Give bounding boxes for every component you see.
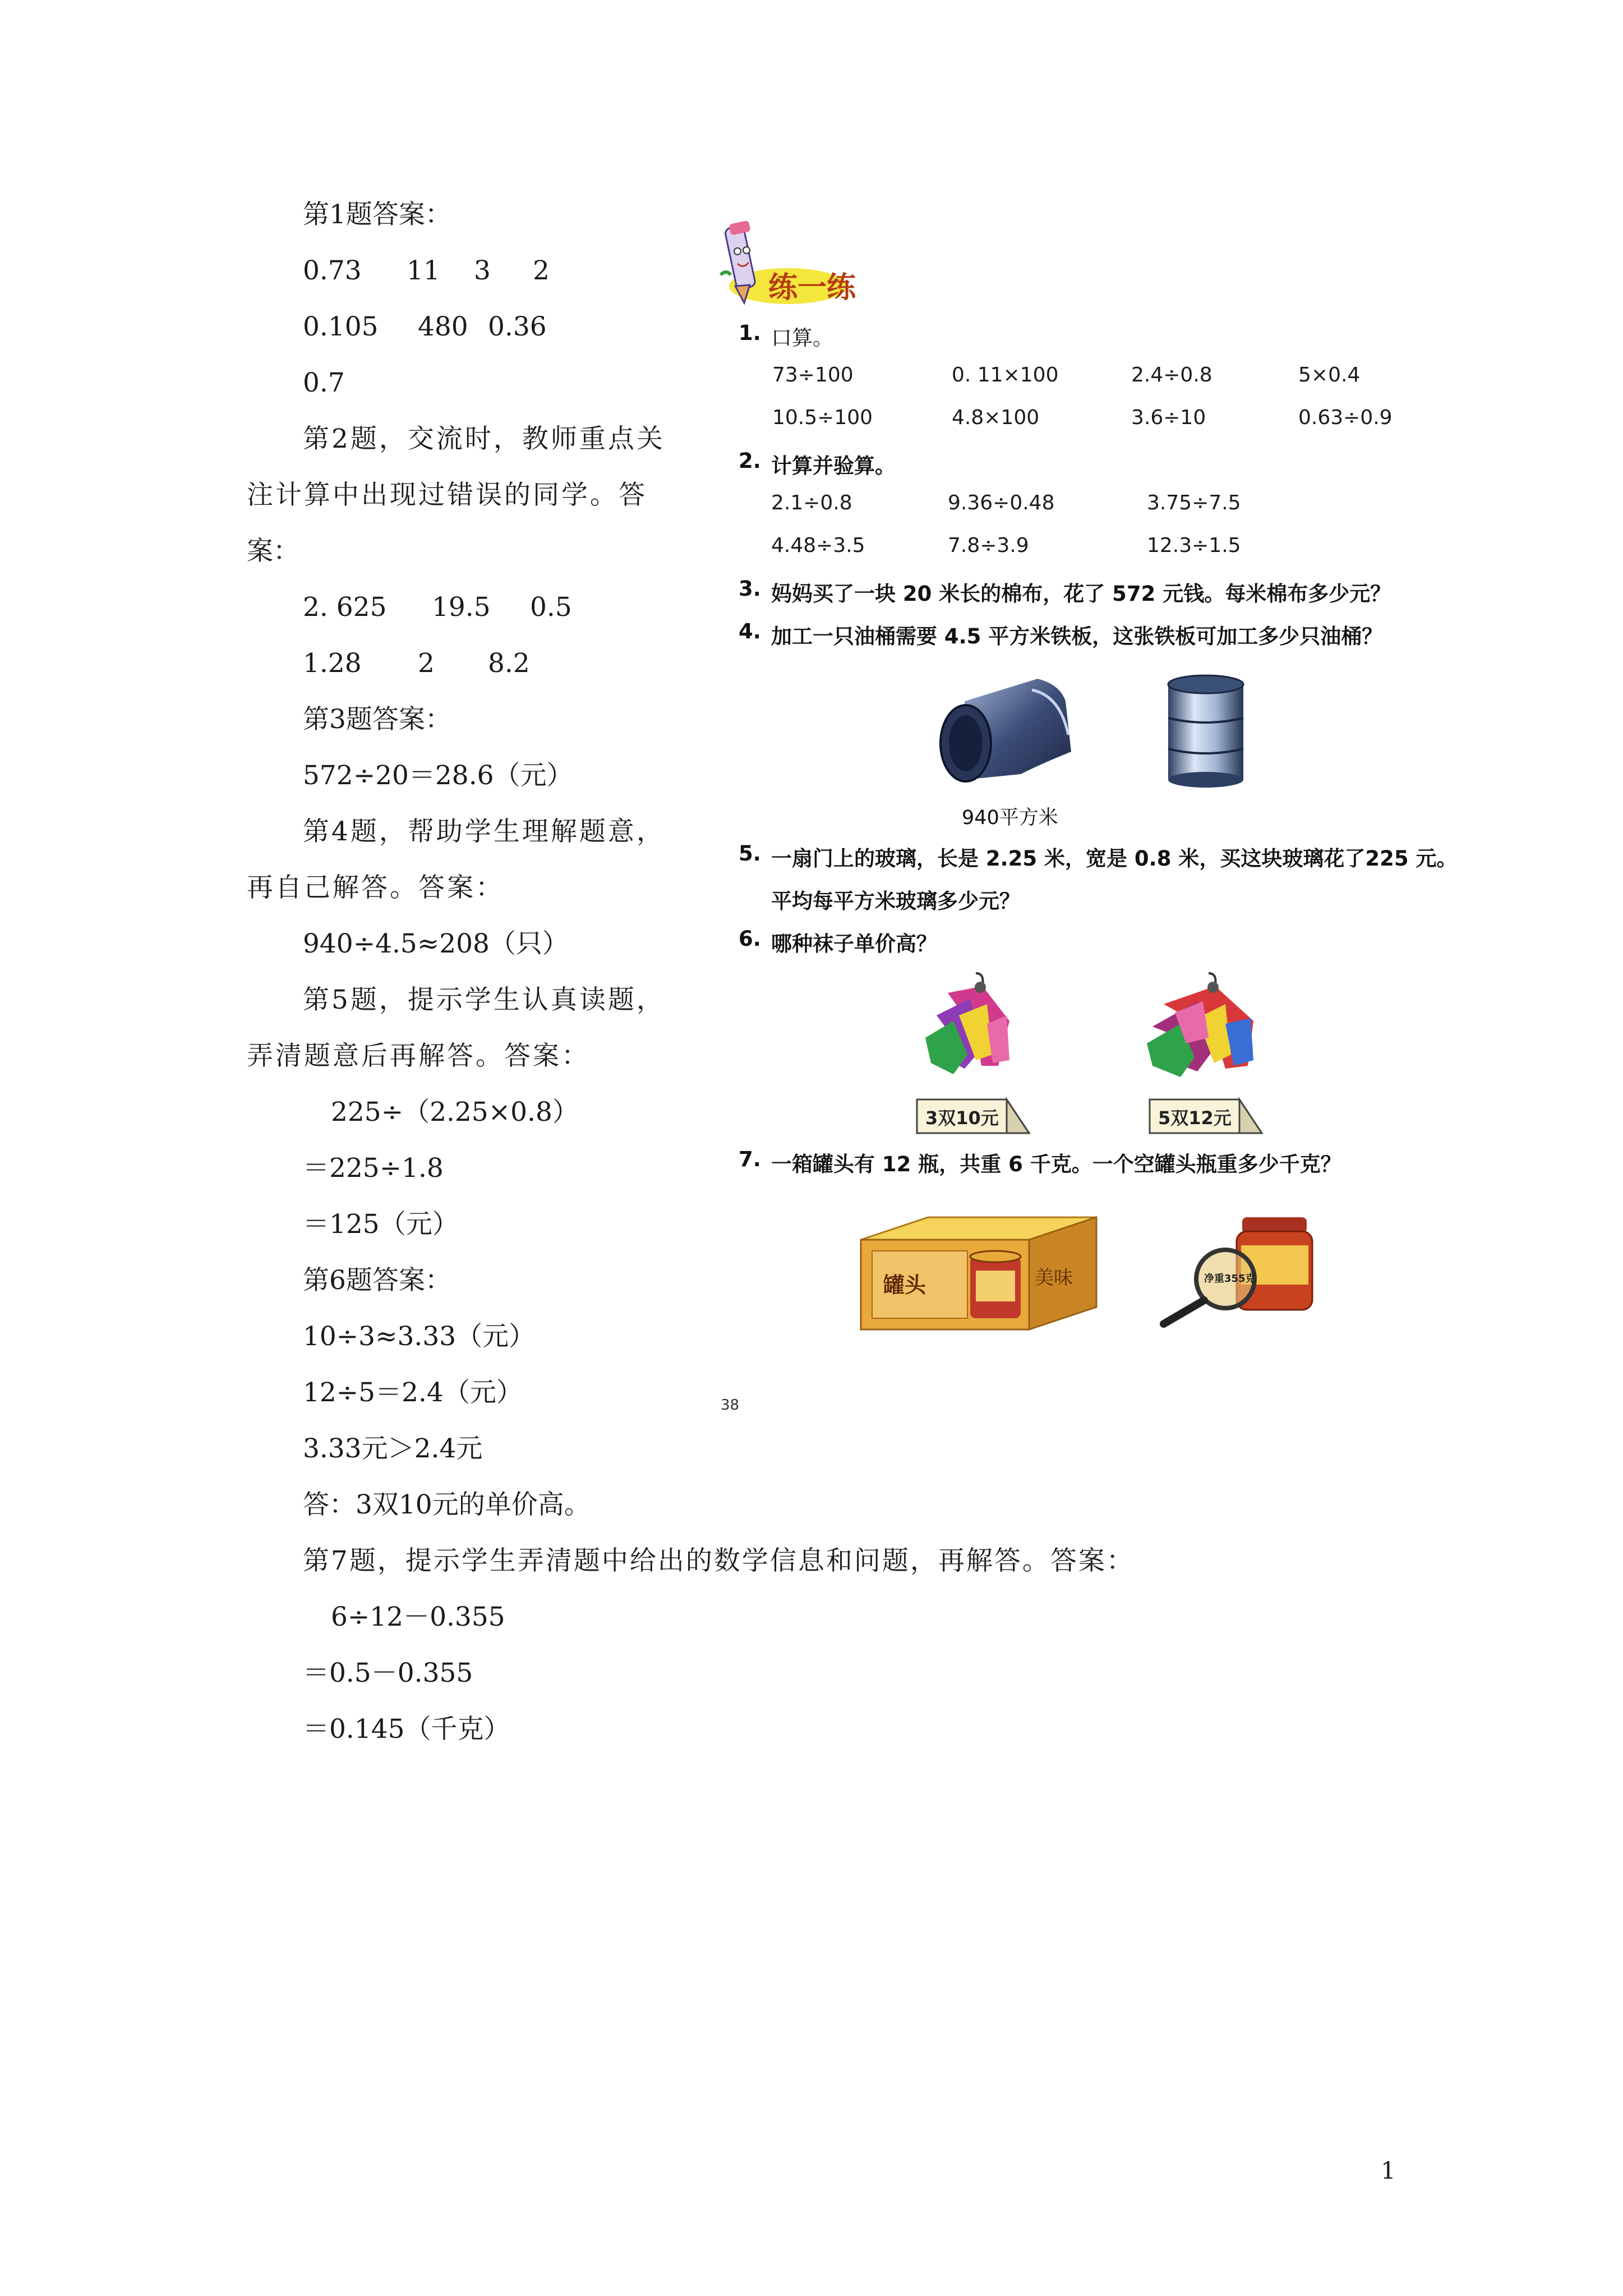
calc-item: 2.1÷0.8 (771, 491, 852, 514)
answer-q5-eq1: 225÷（2.25×0.8） (331, 1097, 579, 1128)
calc-item: 5×0.4 (1298, 364, 1361, 386)
answer-q1-row3: 0.7 (303, 367, 345, 398)
calc-item: 9.36÷0.48 (948, 491, 1055, 514)
answer-q6-eq1: 10÷3≈3.33（元） (303, 1321, 536, 1352)
socks-bundle-illustration (914, 970, 1026, 1083)
banner-title: 练一练 (768, 271, 856, 305)
calc-item: 10.5÷100 (772, 406, 873, 429)
question-number: 5. (739, 841, 761, 866)
answer-value: 0.5 (530, 592, 572, 623)
answer-q2-row2 (303, 647, 617, 680)
answer-q7-line1: 第7题，提示学生弄清题中给出的数学信息和问题，再解答。答案： (303, 1545, 1135, 1576)
question-text: 加工一只油桶需要 4.5 平方米铁板，这张铁板可加工多少只油桶？ (771, 624, 1383, 648)
answer-q5-eq2: ＝225÷1.8 (303, 1153, 444, 1184)
answer-q2-line1: 第2题，交流时，教师重点关 (303, 424, 665, 454)
answer-q5-line2: 弄清题意后再解答。答案： (247, 1041, 590, 1071)
calc-item: 4.48÷3.5 (771, 534, 865, 557)
answer-value: 480 (418, 311, 468, 342)
answer-q5-line1: 第5题，提示学生认真读题， (303, 984, 665, 1015)
answer-q1-row2 (303, 310, 583, 344)
answer-q7-eq1: 6÷12－0.355 (331, 1602, 505, 1632)
answer-value: 2 (533, 255, 550, 286)
textbook-page-number: 38 (721, 1397, 740, 1414)
answer-q6-eq2: 12÷5＝2.4（元） (303, 1377, 523, 1408)
calc-item: 3.75÷7.5 (1147, 491, 1241, 514)
calc-item: 2.4÷0.8 (1131, 364, 1212, 386)
answer-value: 8.2 (488, 648, 530, 679)
calc-item: 12.3÷1.5 (1147, 534, 1241, 557)
iron-sheet-roll-illustration (931, 668, 1077, 791)
question-number: 1. (739, 321, 761, 345)
oil-drum-illustration (1164, 673, 1248, 791)
answer-q6-conclusion: 答：3双10元的单价高。 (303, 1489, 591, 1520)
price-tag-label: 3双10元 (925, 1107, 999, 1129)
answer-q6-title: 第6题答案： (303, 1265, 451, 1296)
question-number: 4. (739, 619, 761, 643)
calc-item: 4.8×100 (952, 406, 1040, 429)
answer-q1-title: 第1题答案： (303, 199, 451, 230)
box-label-text: 美味 (1035, 1267, 1073, 1289)
jar-label-text: 净重355克 (1204, 1273, 1256, 1285)
question-text: 妈妈买了一块 20 米长的棉布，花了 572 元钱。每米棉布多少元？ (771, 582, 1391, 606)
answer-value: 19.5 (432, 592, 491, 623)
answer-value: 3 (474, 255, 491, 286)
answer-value: 0.105 (303, 311, 379, 342)
answer-q5-eq3: ＝125（元） (303, 1209, 459, 1240)
answer-q3-equation: 572÷20＝28.6（元） (303, 760, 573, 791)
question-number: 2. (739, 449, 761, 473)
answer-q2-row1 (303, 591, 617, 624)
answer-value: 2. 625 (303, 592, 387, 623)
answer-q3-title: 第3题答案： (303, 704, 451, 735)
question-text: 一扇门上的玻璃，长是 2.25 米，宽是 0.8 米，买这块玻璃花了225 元。 (771, 846, 1458, 871)
page-number: 1 (1381, 2157, 1396, 2184)
question-text: 哪种袜子单价高？ (771, 932, 937, 956)
answer-q4-equation: 940÷4.5≈208（只） (303, 928, 569, 959)
question-number: 3. (739, 577, 761, 601)
image-caption: 940平方米 (962, 807, 1058, 829)
textbook-excerpt (715, 219, 1500, 1419)
answer-q2-line3: 案： (247, 536, 299, 567)
answer-q2-line2: 注计算中出现过错误的同学。答 (247, 480, 647, 510)
price-tag-label: 5双12元 (1158, 1107, 1232, 1129)
answer-q4-line1: 第4题，帮助学生理解题意， (303, 816, 665, 847)
answer-value: 1.28 (303, 648, 362, 679)
answer-q6-eq3: 3.33元＞2.4元 (303, 1433, 483, 1464)
calc-item: 0.63÷0.9 (1298, 406, 1393, 429)
answer-value: 0.36 (488, 311, 547, 342)
question-text: 一箱罐头有 12 瓶，共重 6 千克。一个空罐头瓶重多少千克？ (771, 1152, 1341, 1176)
calc-item: 0. 11×100 (952, 364, 1059, 386)
answer-q7-eq2: ＝0.5－0.355 (303, 1658, 473, 1688)
calc-item: 3.6÷10 (1131, 406, 1206, 429)
question-text: 平均每平方米玻璃多少元？ (771, 889, 1020, 913)
calc-item: 73÷100 (772, 364, 854, 386)
question-number: 7. (739, 1147, 761, 1171)
answer-value: 2 (418, 648, 435, 679)
answer-q1-row1 (303, 254, 583, 288)
calc-item: 7.8÷3.9 (948, 534, 1029, 557)
answer-q7-eq3: ＝0.145（千克） (303, 1714, 510, 1745)
question-number: 6. (739, 927, 761, 951)
answer-value: 11 (407, 255, 440, 286)
question-text: 口算。 (771, 326, 833, 350)
answer-q4-line2: 再自己解答。答案： (247, 872, 504, 903)
question-text: 计算并验算。 (771, 454, 896, 478)
box-label-text: 罐头 (883, 1273, 926, 1297)
socks-bundle-illustration (1141, 970, 1270, 1083)
answer-value: 0.73 (303, 255, 362, 286)
